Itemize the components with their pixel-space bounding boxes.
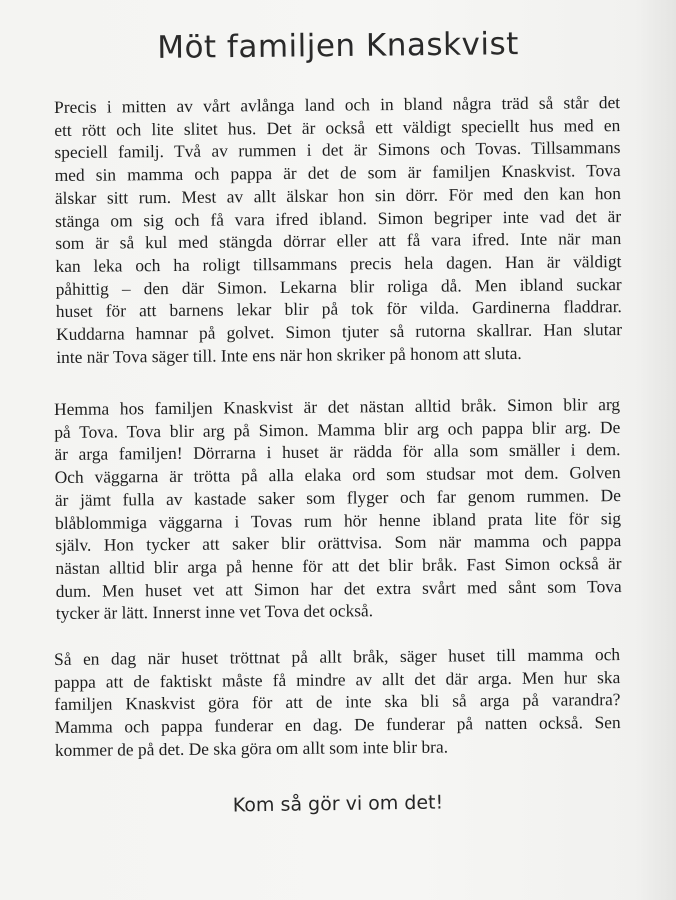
paragraph-3 [54, 643, 621, 761]
text-line: som är så kul med stängda dörrar eller att få vara ifred. Inte när man [55, 228, 622, 254]
paragraph-2 [54, 393, 622, 625]
text-line: Kuddarna hamnar på golvet. Simon tjuter så rutorna skallrar. Han slutar [55, 319, 623, 345]
text-line: Mamma och pappa funderar en dag. De funderar på natten också. Sen [54, 712, 621, 738]
text-line: nästan alltid blir arga på henne för att det blir bråk. Fast Simon också är [55, 552, 622, 578]
text-line: pappa att de faktiskt måste få mindre av allt det där arga. Men hur ska [54, 666, 621, 692]
text-line: tycker är lätt. Innerst inne vet Tova det också. [55, 600, 374, 624]
text-line: dum. Men huset vet att Simon har det extra svårt med sånt som Tova [55, 575, 622, 601]
closing-line: Kom så gör vi om det! [232, 791, 444, 817]
text-line: på Tova. Tova blir arg på Simon. Mamma blir arg och pappa blir arg. De [54, 416, 621, 442]
text-line: är jämt fulla av kastade saker som flyger och far genom rummen. De [54, 484, 621, 510]
text-line: Och väggarna är trötta på alla elaka ord som studsar mot dem. Golven [54, 462, 621, 488]
text-line: speciell familj. Två av rummen i det är Simons och Tovas. Tillsammans [54, 137, 621, 163]
text-line: blåblommiga väggarna i Tovas rum hör henne ibland prata lite för sig [54, 507, 622, 533]
text-line: stänga om sig och få vara ifred ibland. Simon begriper inte vad det är [54, 205, 622, 231]
text-line: ett rött och lite slitet hus. Det är också ett väldigt speciellt hus med en [54, 114, 621, 140]
text-line: Så en dag när huset tröttnat på allt bråk, säger huset till mamma och [54, 644, 621, 669]
text-line: kan leka och ha roligt tillsammans precis hela dagen. Han är väldigt [55, 250, 622, 276]
text-line: familjen Knaskvist göra för att de inte ska bli så arga på varandra? [54, 689, 621, 715]
text-line: med sin mamma och pappa är det de som är familjen Knaskvist. Tova [54, 160, 621, 186]
text-line: själv. Hon tycker att saker blir orättvisa. Som när mamma och pappa [55, 530, 622, 556]
text-line: Precis i mitten av vårt avlånga land och in bland några träd så står det [54, 92, 621, 117]
paragraph-1 [54, 91, 622, 368]
text-line: påhittig – den där Simon. Lekarna blir roliga då. Men ibland suckar [55, 273, 622, 299]
text-line: huset för att barnens lekar blir på tok för vilda. Gardinerna fladdrar. [55, 296, 622, 322]
text-line: kommer de på det. De ska göra om allt som inte blir bra. [54, 736, 449, 760]
text-line: inte när Tova säger till. Inte ens när hon skriker på honom att sluta. [56, 342, 522, 367]
text-line: Hemma hos familjen Knaskvist är det nästan alltid bråk. Simon blir arg [54, 394, 621, 419]
text-line: är arga familjen! Dörrarna i huset är rädda för alla som smäller i dem. [54, 439, 621, 465]
page-title: Möt familjen Knaskvist [157, 26, 519, 66]
text-line: älskar sitt rum. Mest av allt älskar hon sin dörr. För med den kan hon [54, 182, 621, 208]
